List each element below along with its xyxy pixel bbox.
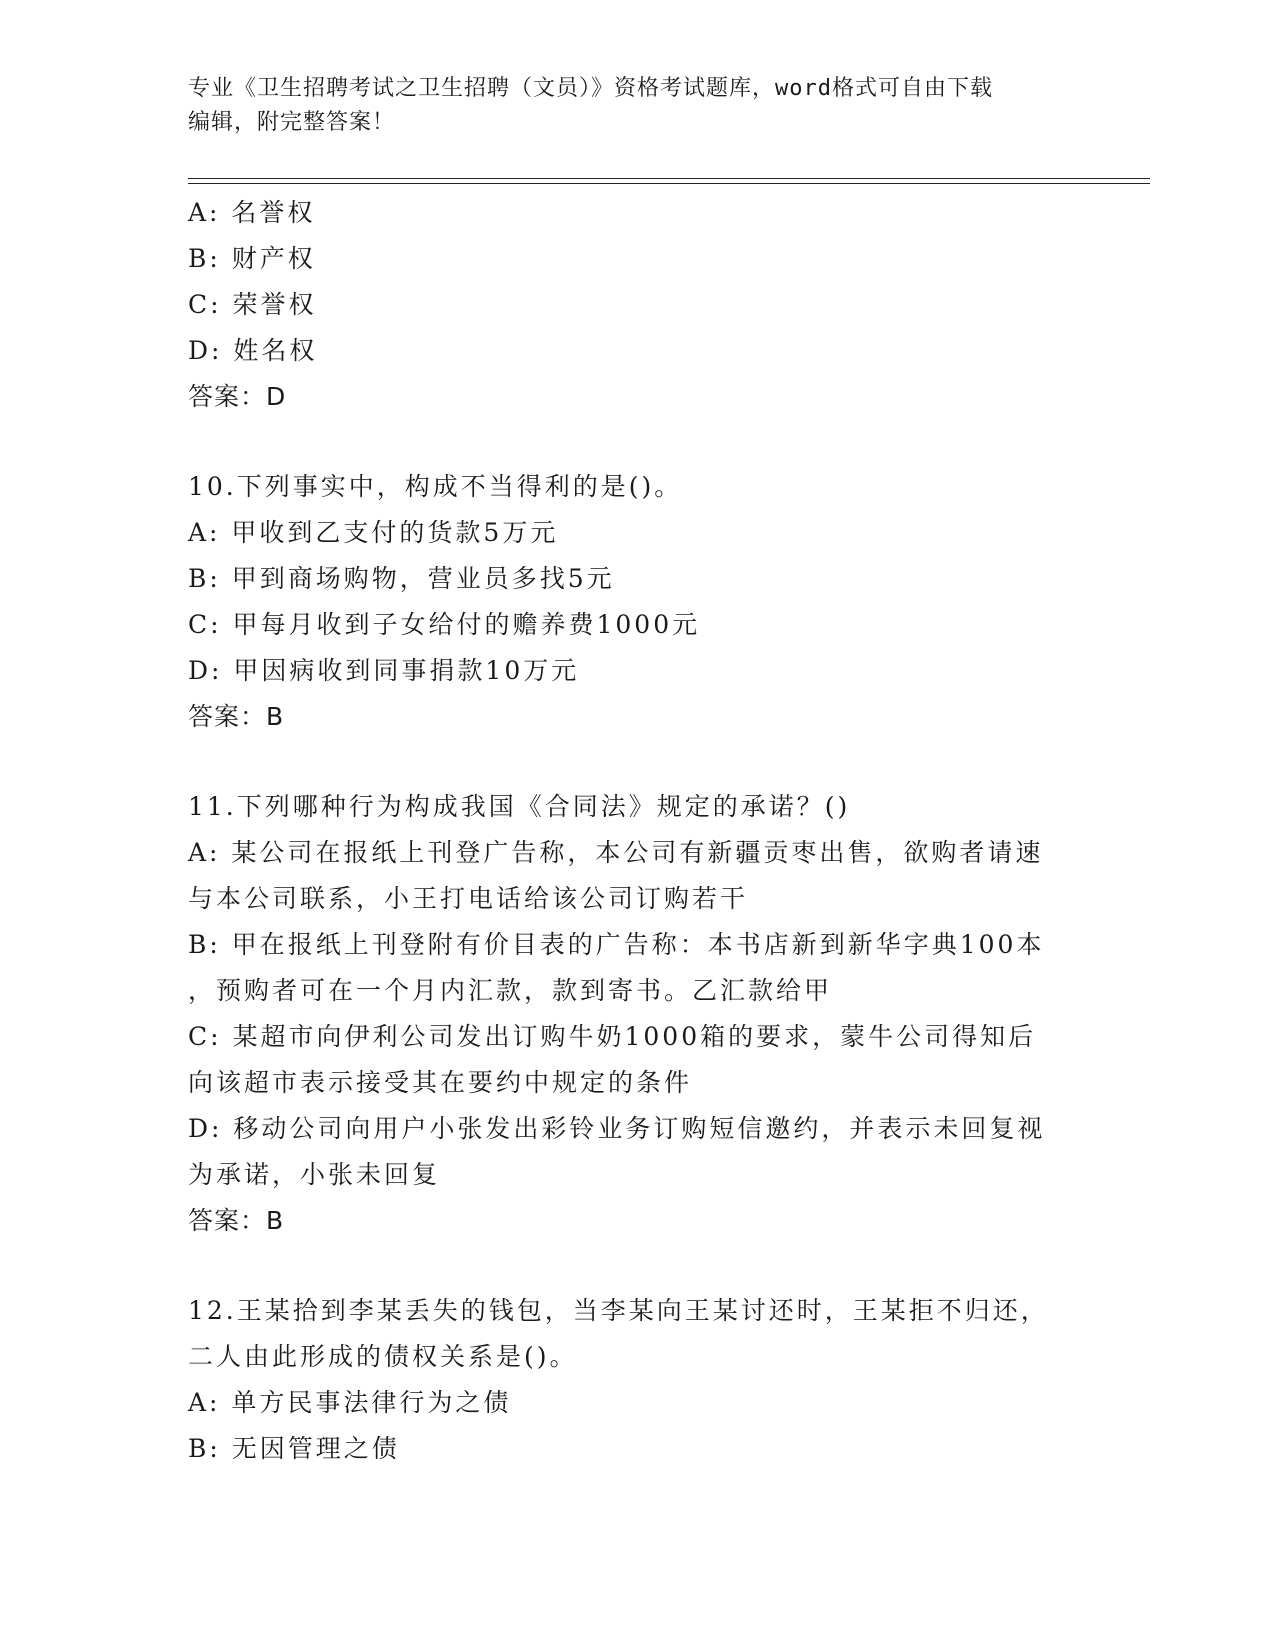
- spacer: [188, 740, 1088, 784]
- answer-line: 答案：B: [188, 1206, 285, 1235]
- question-text-line-1: 12.王某拾到李某丢失的钱包，当李某向王某讨还时，王某拒不归还，: [188, 1296, 1049, 1325]
- question-text: 10.下列事实中，构成不当得利的是()。: [188, 472, 683, 501]
- option-d: D: 姓名权: [188, 336, 318, 365]
- question-11: [188, 784, 1088, 1244]
- question-10: [188, 464, 1088, 740]
- option-a: A: 名誉权: [188, 198, 316, 227]
- header-line-1: 专业《卫生招聘考试之卫生招聘（文员）》资格考试题库，word格式可自由下载: [188, 76, 993, 101]
- option-a-line-1: A: 某公司在报纸上刊登广告称，本公司有新疆贡枣出售，欲购者请速: [188, 838, 1044, 867]
- option-c-line-2: 向该超市表示接受其在要约中规定的条件: [188, 1068, 693, 1097]
- option-a: A: 甲收到乙支付的货款5万元: [188, 518, 559, 547]
- header-rule-top: [188, 178, 1150, 179]
- question-text-line-2: 二人由此形成的债权关系是()。: [188, 1342, 578, 1371]
- option-c-line-1: C: 某超市向伊利公司发出订购牛奶1000箱的要求，蒙牛公司得知后: [188, 1022, 1037, 1051]
- spacer: [188, 420, 1088, 464]
- option-b-line-2: ，预购者可在一个月内汇款，款到寄书。乙汇款给甲: [188, 976, 833, 1005]
- question-text: 11.下列哪种行为构成我国《合同法》规定的承诺？(): [188, 792, 851, 821]
- option-c: C: 荣誉权: [188, 290, 317, 319]
- option-b-line-1: B: 甲在报纸上刊登附有价目表的广告称：本书店新到新华字典100本: [188, 930, 1045, 959]
- spacer: [188, 1244, 1088, 1288]
- header-line-2: 编辑，附完整答案！: [188, 110, 396, 135]
- option-b: B: 财产权: [188, 244, 316, 273]
- option-d-line-1: D: 移动公司向用户小张发出彩铃业务订购短信邀约，并表示未回复视: [188, 1114, 1046, 1143]
- question-content: [188, 190, 1088, 1472]
- question-12: [188, 1288, 1088, 1472]
- option-a-line-2: 与本公司联系，小王打电话给该公司订购若干: [188, 884, 749, 913]
- option-c: C: 甲每月收到子女给付的赡养费1000元: [188, 610, 701, 639]
- question-9-tail: [188, 190, 1088, 420]
- header-rule-bottom: [188, 183, 1150, 184]
- option-d: D: 甲因病收到同事捐款10万元: [188, 656, 580, 685]
- option-b: B: 甲到商场购物，营业员多找5元: [188, 564, 615, 593]
- answer-line: 答案：B: [188, 702, 285, 731]
- answer-line: 答案：D: [188, 382, 287, 411]
- option-b: B: 无因管理之债: [188, 1434, 400, 1463]
- option-a: A: 单方民事法律行为之债: [188, 1388, 512, 1417]
- option-d-line-2: 为承诺，小张未回复: [188, 1160, 441, 1189]
- document-header: [188, 72, 1088, 140]
